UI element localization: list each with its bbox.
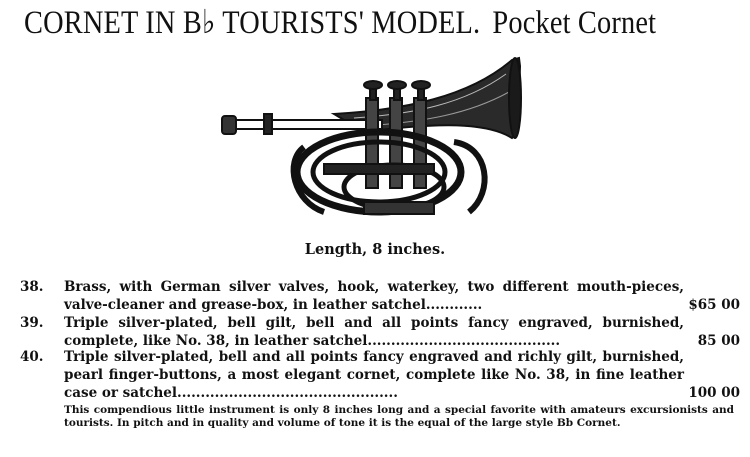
item-price: 85 00: [697, 333, 740, 349]
footnote: This compendious little instrument is only 8 inches long and a special favorite with amateurs excursionists and tourists. In pitch and in quality and volume of tone it is the equal of the large style Bb Cornet.: [64, 404, 734, 429]
cornet-icon: [222, 58, 521, 214]
item-description: Brass, with German silver valves, hook, waterkey, two different mouth-pieces, valve-cleaner and grease-box, in leather satchel............: [64, 279, 684, 313]
title-text: CORNET IN B♭ TOURISTS' MODEL.: [24, 5, 481, 41]
page-title: [24, 4, 657, 42]
figure-caption: Length, 8 inches.: [304, 241, 446, 258]
item-price: 100 00: [688, 385, 740, 401]
item-number: 40.: [20, 349, 44, 365]
item-price: $65 00: [688, 297, 740, 313]
item-number: 38.: [20, 279, 44, 295]
cornet-illustration: [214, 52, 526, 232]
item-number: 39.: [20, 315, 44, 331]
item-description: Triple silver-plated, bell gilt, bell and all points fancy engraved, burnished, complete, like No. 38, in leather satchel.........................................: [64, 315, 684, 349]
item-description: Triple silver-plated, bell and all points fancy engraved and richly gilt, burnished, pearl finger-buttons, a most elegant cornet, complete like No. 38, in fine leather case or satchel...............................................: [64, 349, 684, 401]
subtitle-text: Pocket Cornet: [492, 5, 657, 41]
